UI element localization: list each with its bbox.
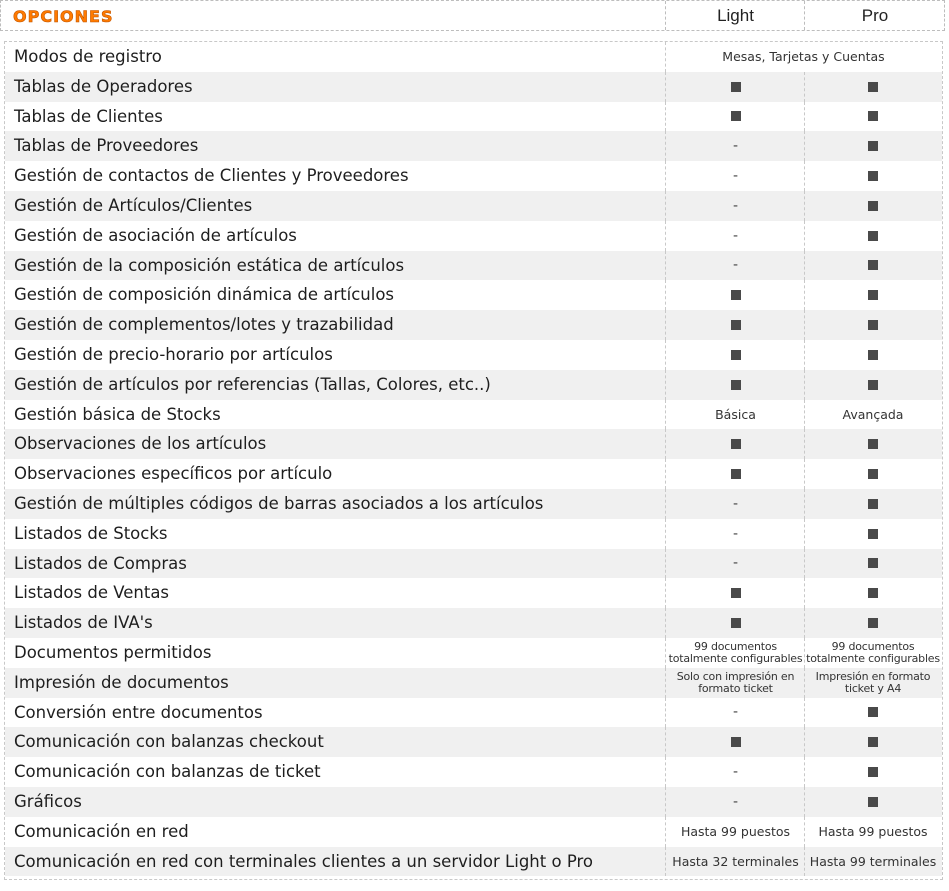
- cell-pro: [804, 370, 941, 400]
- cell-value: Hasta 32 terminales: [672, 853, 799, 869]
- feature-label: Gestión de complementos/lotes y trazabilidad: [14, 315, 394, 335]
- table-row: [5, 221, 942, 251]
- check-mark-icon: [868, 82, 878, 92]
- cell-light: [665, 519, 805, 549]
- cell-value: 99 documentos totalmente configurables: [806, 640, 940, 665]
- table-row: [5, 519, 942, 549]
- cell-pro: [804, 847, 941, 877]
- table-row: [5, 668, 942, 698]
- check-mark-icon: [731, 469, 741, 479]
- cell-light: [665, 608, 805, 638]
- table-row: [5, 698, 942, 728]
- check-mark-icon: [868, 380, 878, 390]
- check-mark-icon: [868, 260, 878, 270]
- table-row: [5, 787, 942, 817]
- feature-label: Tablas de Clientes: [14, 106, 163, 126]
- check-mark-icon: [868, 290, 878, 300]
- feature-label: Gráficos: [14, 792, 82, 811]
- cell-pro: [804, 489, 941, 519]
- cell-pro: [804, 251, 941, 281]
- cell-pro: [804, 638, 941, 668]
- cell-pro: [804, 221, 941, 251]
- cell-pro: [804, 400, 941, 430]
- feature-label: Listados de IVA's: [14, 613, 153, 633]
- table-row: [5, 280, 942, 310]
- check-mark-icon: [868, 350, 878, 360]
- cell-pro: [804, 102, 941, 132]
- cell-value: Básica: [715, 406, 756, 422]
- check-mark-icon: [868, 618, 878, 628]
- cell-value: Hasta 99 puestos: [680, 824, 791, 840]
- cell-light: [665, 221, 805, 251]
- table-row: [5, 608, 942, 638]
- cell-pro: [804, 787, 941, 817]
- table-row: [5, 429, 942, 459]
- cell-pro: [804, 191, 941, 221]
- table-row: [5, 102, 942, 132]
- cell-light: [665, 549, 805, 579]
- check-mark-icon: [731, 82, 741, 92]
- table-row: [5, 489, 942, 519]
- not-available-dash: -: [732, 257, 739, 274]
- cell-pro: [804, 280, 941, 310]
- cell-light: [665, 429, 805, 459]
- table-header: [0, 0, 945, 31]
- cell-pro: [804, 578, 941, 608]
- cell-value: Impresión en formato ticket y A4: [815, 670, 931, 695]
- table-row: [5, 340, 942, 370]
- cell-light: [665, 459, 805, 489]
- check-mark-icon: [731, 290, 741, 300]
- table-row: [5, 310, 942, 340]
- table-row: [5, 72, 942, 102]
- check-mark-icon: [868, 201, 878, 211]
- table-row: [5, 42, 942, 72]
- feature-label: Observaciones específicos por artículo: [14, 464, 333, 484]
- table-row: [5, 251, 942, 281]
- cell-light: [665, 251, 805, 281]
- check-mark-icon: [868, 707, 878, 717]
- not-available-dash: -: [732, 764, 739, 781]
- cell-pro: [804, 549, 941, 579]
- cell-light: [665, 638, 805, 668]
- cell-light: [665, 698, 805, 728]
- cell-value: Mesas, Tarjetas y Cuentas: [722, 49, 885, 65]
- not-available-dash: -: [732, 793, 739, 810]
- feature-label: Gestión de contactos de Clientes y Proveedores: [14, 166, 409, 186]
- cell-pro: [804, 608, 941, 638]
- cell-pro: [804, 698, 941, 728]
- feature-label: Gestión de asociación de artículos: [14, 225, 297, 245]
- check-mark-icon: [868, 439, 878, 449]
- feature-label: Listados de Compras: [14, 553, 187, 573]
- table-row: [5, 847, 942, 877]
- table-row: [5, 817, 942, 847]
- not-available-dash: -: [732, 138, 739, 155]
- check-mark-icon: [868, 499, 878, 509]
- cell-pro: [804, 161, 941, 191]
- cell-light: [665, 757, 805, 787]
- feature-label: Comunicación en red con terminales clientes a un servidor Light o Pro: [14, 851, 593, 871]
- check-mark-icon: [731, 439, 741, 449]
- cell-both-versions: [665, 42, 941, 72]
- check-mark-icon: [868, 320, 878, 330]
- cell-pro: [804, 72, 941, 102]
- table-row: [5, 191, 942, 221]
- cell-value: Hasta 99 terminales: [809, 853, 937, 869]
- table-row: [5, 400, 942, 430]
- check-mark-icon: [868, 767, 878, 777]
- table-row: [5, 161, 942, 191]
- cell-light: [665, 489, 805, 519]
- cell-light: [665, 280, 805, 310]
- cell-light: [665, 102, 805, 132]
- cell-pro: [804, 340, 941, 370]
- check-mark-icon: [868, 231, 878, 241]
- table-row: [5, 131, 942, 161]
- feature-label: Impresión de documentos: [14, 672, 229, 692]
- check-mark-icon: [868, 171, 878, 181]
- check-mark-icon: [868, 111, 878, 121]
- feature-label: Gestión de artículos por referencias (Tallas, Colores, etc..): [14, 374, 491, 394]
- feature-label: Gestión de Artículos/Clientes: [14, 196, 253, 215]
- cell-pro: [804, 429, 941, 459]
- cell-pro: [804, 668, 941, 698]
- cell-light: [665, 72, 805, 102]
- feature-label: Tablas de Operadores: [14, 76, 193, 96]
- feature-label: Conversión entre documentos: [14, 702, 263, 722]
- cell-pro: [804, 131, 941, 161]
- check-mark-icon: [868, 588, 878, 598]
- cell-pro: [804, 459, 941, 489]
- not-available-dash: -: [732, 168, 739, 185]
- feature-label: Gestión de composición dinámica de artículos: [14, 285, 395, 305]
- options-title: OPCIONES: [13, 7, 114, 26]
- table-row: [5, 459, 942, 489]
- cell-pro: [804, 757, 941, 787]
- cell-light: [665, 310, 805, 340]
- feature-label: Observaciones de los artículos: [14, 434, 267, 454]
- not-available-dash: -: [732, 555, 739, 572]
- cell-light: [665, 161, 805, 191]
- not-available-dash: -: [732, 704, 739, 721]
- cell-pro: [804, 817, 941, 847]
- table-row: [5, 757, 942, 787]
- table-row: [5, 370, 942, 400]
- cell-value: Solo con impresión en formato ticket: [676, 670, 795, 695]
- check-mark-icon: [868, 141, 878, 151]
- cell-value: 99 documentos totalmente configurables: [668, 640, 803, 665]
- feature-label: Gestión básica de Stocks: [14, 404, 221, 424]
- feature-label: Documentos permitidos: [14, 643, 212, 662]
- cell-pro: [804, 519, 941, 549]
- check-mark-icon: [731, 737, 741, 747]
- table-row: [5, 727, 942, 757]
- cell-light: [665, 787, 805, 817]
- cell-pro: [804, 310, 941, 340]
- check-mark-icon: [731, 588, 741, 598]
- feature-label: Comunicación con balanzas checkout: [14, 732, 324, 752]
- column-light-header: Light: [665, 1, 805, 30]
- cell-light: [665, 727, 805, 757]
- feature-label: Listados de Ventas: [14, 583, 170, 603]
- cell-light: [665, 817, 805, 847]
- cell-light: [665, 400, 805, 430]
- check-mark-icon: [731, 111, 741, 121]
- table-row: [5, 638, 942, 668]
- column-pro-header: Pro: [804, 1, 945, 30]
- features-table: [4, 41, 943, 880]
- cell-light: [665, 131, 805, 161]
- check-mark-icon: [868, 529, 878, 539]
- feature-label: Comunicación en red: [14, 821, 189, 841]
- not-available-dash: -: [732, 525, 739, 542]
- feature-label: Modos de registro: [14, 47, 162, 66]
- feature-label: Comunicación con balanzas de ticket: [14, 762, 321, 782]
- check-mark-icon: [868, 737, 878, 747]
- table-row: [5, 549, 942, 579]
- not-available-dash: -: [732, 495, 739, 512]
- feature-label: Tablas de Proveedores: [14, 136, 199, 156]
- cell-light: [665, 578, 805, 608]
- cell-pro: [804, 727, 941, 757]
- cell-light: [665, 847, 805, 877]
- check-mark-icon: [731, 618, 741, 628]
- check-mark-icon: [868, 797, 878, 807]
- check-mark-icon: [731, 350, 741, 360]
- cell-value: Avançada: [842, 406, 904, 422]
- not-available-dash: -: [732, 197, 739, 214]
- cell-light: [665, 340, 805, 370]
- feature-label: Listados de Stocks: [14, 523, 168, 543]
- cell-light: [665, 370, 805, 400]
- not-available-dash: -: [732, 227, 739, 244]
- feature-label: Gestión de precio-horario por artículos: [14, 345, 333, 364]
- cell-value: Hasta 99 puestos: [818, 824, 928, 840]
- check-mark-icon: [868, 558, 878, 568]
- table-row: [5, 578, 942, 608]
- cell-light: [665, 668, 805, 698]
- cell-light: [665, 191, 805, 221]
- check-mark-icon: [731, 320, 741, 330]
- feature-label: Gestión de múltiples códigos de barras asociados a los artículos: [14, 494, 544, 513]
- check-mark-icon: [731, 380, 741, 390]
- feature-label: Gestión de la composición estática de artículos: [14, 255, 405, 275]
- check-mark-icon: [868, 469, 878, 479]
